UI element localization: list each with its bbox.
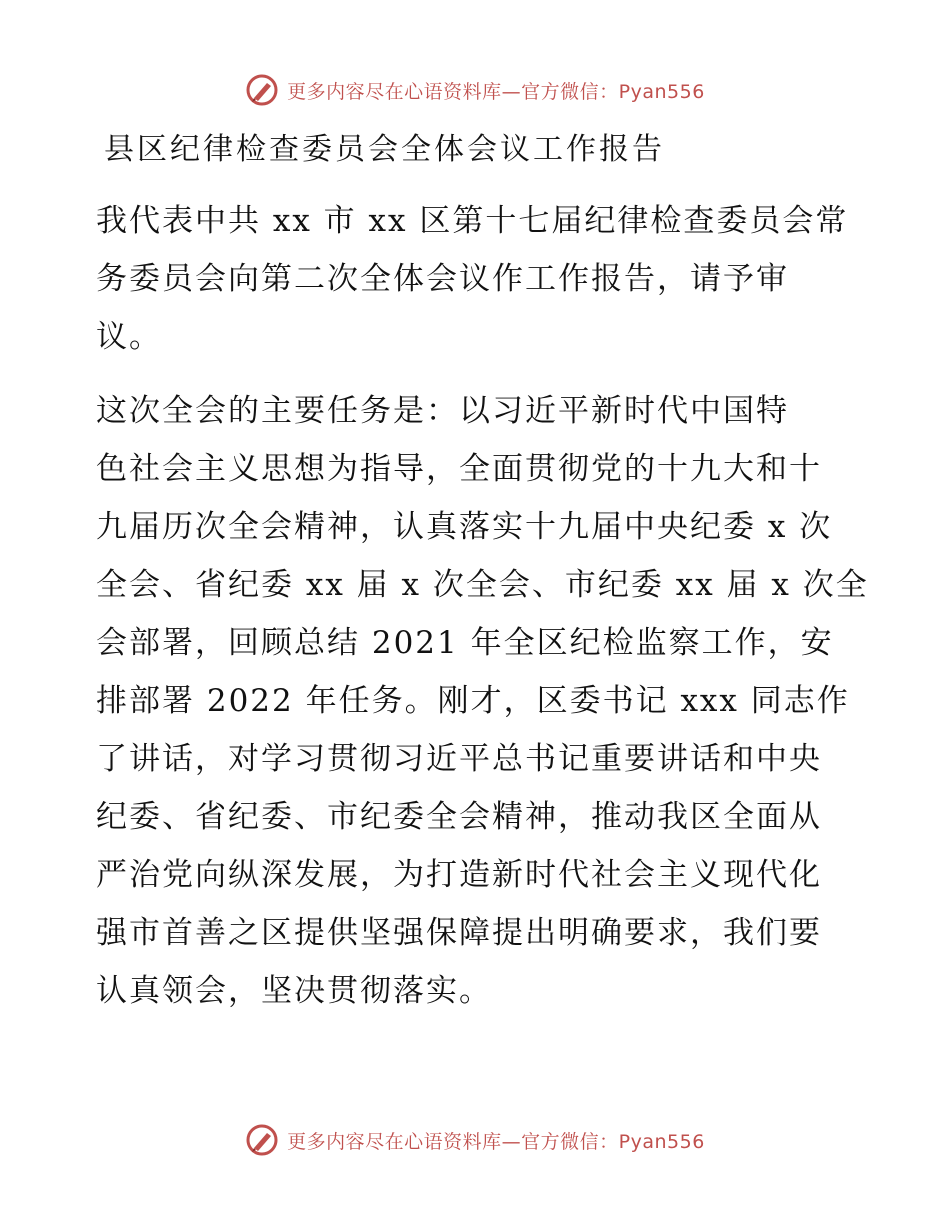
- footer-watermark: [0, 1120, 950, 1160]
- paragraph-main-tasks: [96, 382, 869, 1020]
- paragraph-line: 会部署，回顾总结 2021 年全区纪检监察工作，安: [96, 625, 834, 661]
- watermark-text: 更多内容尽在心语资料库—官方微信：Pyan556: [287, 1130, 705, 1153]
- paragraph-line: 色社会主义思想为指导，全面贯彻党的十九大和十: [96, 451, 822, 487]
- paragraph-line: 了讲话，对学习贯彻习近平总书记重要讲话和中央: [96, 741, 822, 777]
- paragraph-line: 务委员会向第二次全体会议作工作报告，请予审: [96, 261, 789, 297]
- paragraph-line: 我代表中共 xx 市 xx 区第十七届纪律检查委员会常: [96, 203, 849, 239]
- header-watermark: [0, 70, 950, 110]
- watermark-text: 更多内容尽在心语资料库—官方微信：Pyan556: [287, 80, 705, 103]
- paragraph-intro: [96, 192, 856, 366]
- paragraph-line: 纪委、省纪委、市纪委全会精神，推动我区全面从: [96, 799, 822, 835]
- pen-logo-icon: [245, 73, 279, 107]
- pen-logo-icon: [245, 1123, 279, 1157]
- paragraph-line: 严治党向纵深发展，为打造新时代社会主义现代化: [96, 857, 822, 893]
- paragraph-line: 认真领会，坚决贯彻落实。: [96, 973, 492, 1009]
- paragraph-line: 这次全会的主要任务是：以习近平新时代中国特: [96, 393, 789, 429]
- paragraph-line: 议。: [96, 319, 162, 355]
- paragraph-line: 排部署 2022 年任务。刚才，区委书记 xxx 同志作: [96, 683, 850, 719]
- document-title: 县区纪律检查委员会全体会议工作报告: [104, 132, 665, 167]
- paragraph-line: 全会、省纪委 xx 届 x 次全会、市纪委 xx 届 x 次全: [96, 567, 869, 603]
- paragraph-line: 九届历次全会精神，认真落实十九届中央纪委 x 次: [96, 509, 833, 545]
- paragraph-line: 强市首善之区提供坚强保障提出明确要求，我们要: [96, 915, 822, 951]
